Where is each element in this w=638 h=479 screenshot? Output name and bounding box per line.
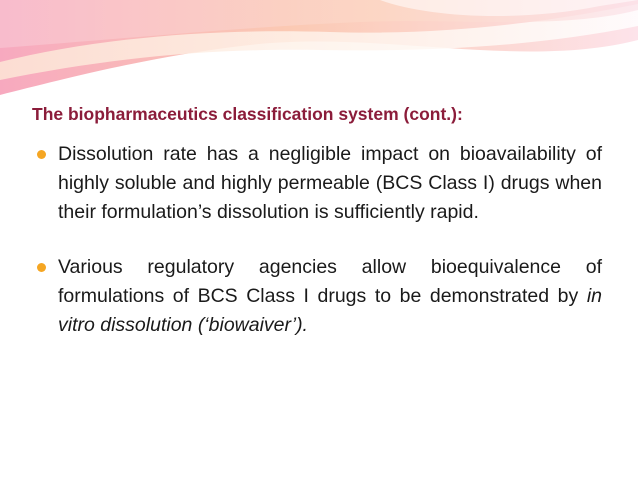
bullet-dot-icon	[37, 263, 46, 272]
bullet-item	[34, 253, 602, 340]
bullet-list	[34, 140, 602, 340]
header-swoosh-decoration	[0, 0, 638, 110]
bullet-dot-icon	[37, 150, 46, 159]
bullet-text: Dissolution rate has a negligible impact on bioavailability of highly soluble and highly permeable (BCS Class I) drugs when their formulation’s dissolution is sufficiently rapid.	[58, 143, 602, 223]
bullet-italic-text: in vitro dissolution (‘biowaiver’).	[58, 285, 602, 336]
bullet-text: Various regulatory agencies allow bioequivalence of formulations of BCS Class I drugs to be demonstrated by	[58, 256, 602, 307]
slide-title: The biopharmaceutics classification system (cont.):	[32, 104, 463, 124]
bullet-item	[34, 140, 602, 227]
